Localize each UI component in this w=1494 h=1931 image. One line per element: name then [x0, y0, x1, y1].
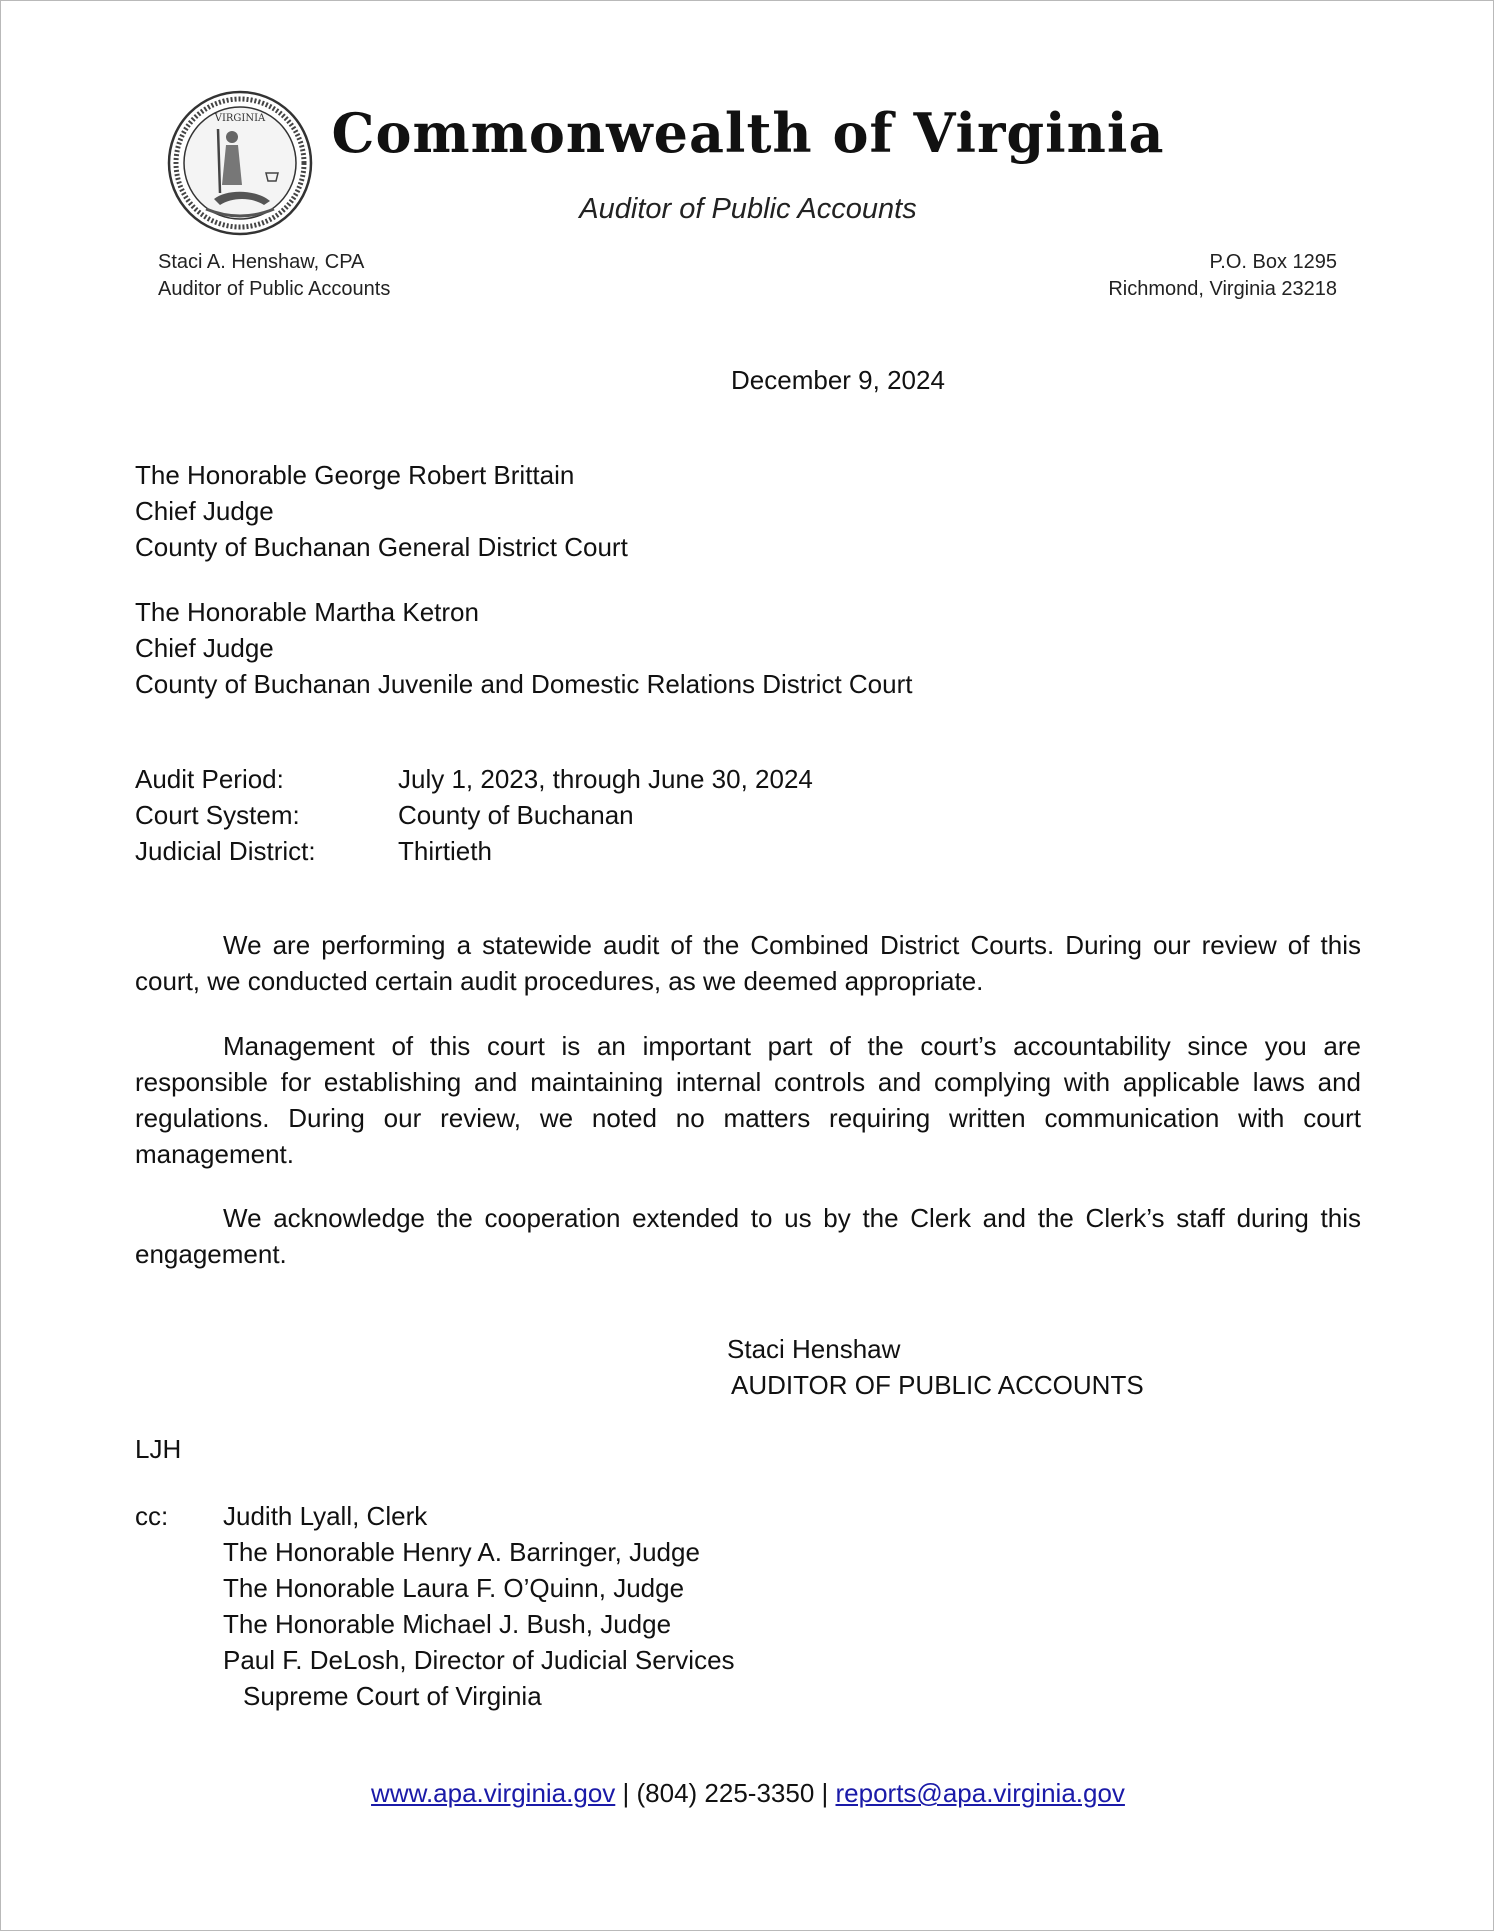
svg-text:VIRGINIA: VIRGINIA [214, 113, 266, 124]
signature-name: Staci Henshaw [727, 1334, 901, 1364]
auditor-name: Staci A. Henshaw, CPA [158, 251, 365, 273]
recipient-2-title: Chief Judge [135, 633, 274, 663]
typist-initials: LJH [135, 1434, 182, 1464]
recipient-1-name: The Honorable George Robert Brittain [135, 460, 575, 490]
cc-line-4: The Honorable Michael J. Bush, Judge [223, 1609, 672, 1639]
recipient-1-court: County of Buchanan General District Court [135, 532, 628, 562]
recipient-2-court: County of Buchanan Juvenile and Domestic Relations District Court [135, 669, 913, 699]
address-line-1: P.O. Box 1295 [1209, 251, 1337, 273]
letter-date: December 9, 2024 [731, 365, 945, 395]
audit-period-value: July 1, 2023, through June 30, 2024 [398, 764, 813, 794]
cc-line-3: The Honorable Laura F. O’Quinn, Judge [223, 1573, 685, 1603]
letterhead-title: Commonwealth of Virginia [331, 101, 1165, 165]
court-system-label: Court System: [135, 800, 300, 830]
audit-period-label: Audit Period: [135, 764, 284, 794]
body-paragraph-1: We are performing a statewide audit of the Combined District Courts. During our review of this court, we conducted certain audit procedures, as we deemed appropriate. [135, 930, 1361, 996]
body-paragraph-2: Management of this court is an important part of the court’s accountability since you are responsible for establishing and maintaining internal controls and complying with applicable laws and regulations. During our review, we noted no matters requiring written communication with court management. [135, 1031, 1361, 1169]
judicial-district-label: Judicial District: [135, 836, 316, 866]
signature-title: AUDITOR OF PUBLIC ACCOUNTS [731, 1370, 1144, 1400]
letterhead-subtitle: Auditor of Public Accounts [579, 193, 917, 225]
phone-number: (804) 225-3350 [636, 1778, 815, 1808]
cc-line-1: Judith Lyall, Clerk [223, 1501, 428, 1531]
recipient-2-name: The Honorable Martha Ketron [135, 597, 479, 627]
cc-label: cc: [135, 1501, 169, 1531]
body-paragraph-3: We acknowledge the cooperation extended to us by the Clerk and the Clerk’s staff during this engagement. [135, 1203, 1361, 1269]
cc-line-2: The Honorable Henry A. Barringer, Judge [223, 1537, 700, 1567]
auditor-title: Auditor of Public Accounts [158, 278, 391, 300]
email-link[interactable]: reports@apa.virginia.gov [835, 1778, 1125, 1808]
letter-footer [1, 1778, 1494, 1809]
cc-line-5: Paul F. DeLosh, Director of Judicial Services [223, 1645, 735, 1675]
recipient-1-title: Chief Judge [135, 496, 274, 526]
court-system-value: County of Buchanan [398, 800, 634, 830]
footer-separator-1: | [615, 1778, 637, 1808]
judicial-district-value: Thirtieth [398, 836, 492, 866]
address-line-2: Richmond, Virginia 23218 [1108, 278, 1337, 300]
footer-separator-2: | [814, 1778, 836, 1808]
cc-sub-line: Supreme Court of Virginia [243, 1681, 542, 1711]
website-link[interactable]: www.apa.virginia.gov [371, 1778, 616, 1808]
